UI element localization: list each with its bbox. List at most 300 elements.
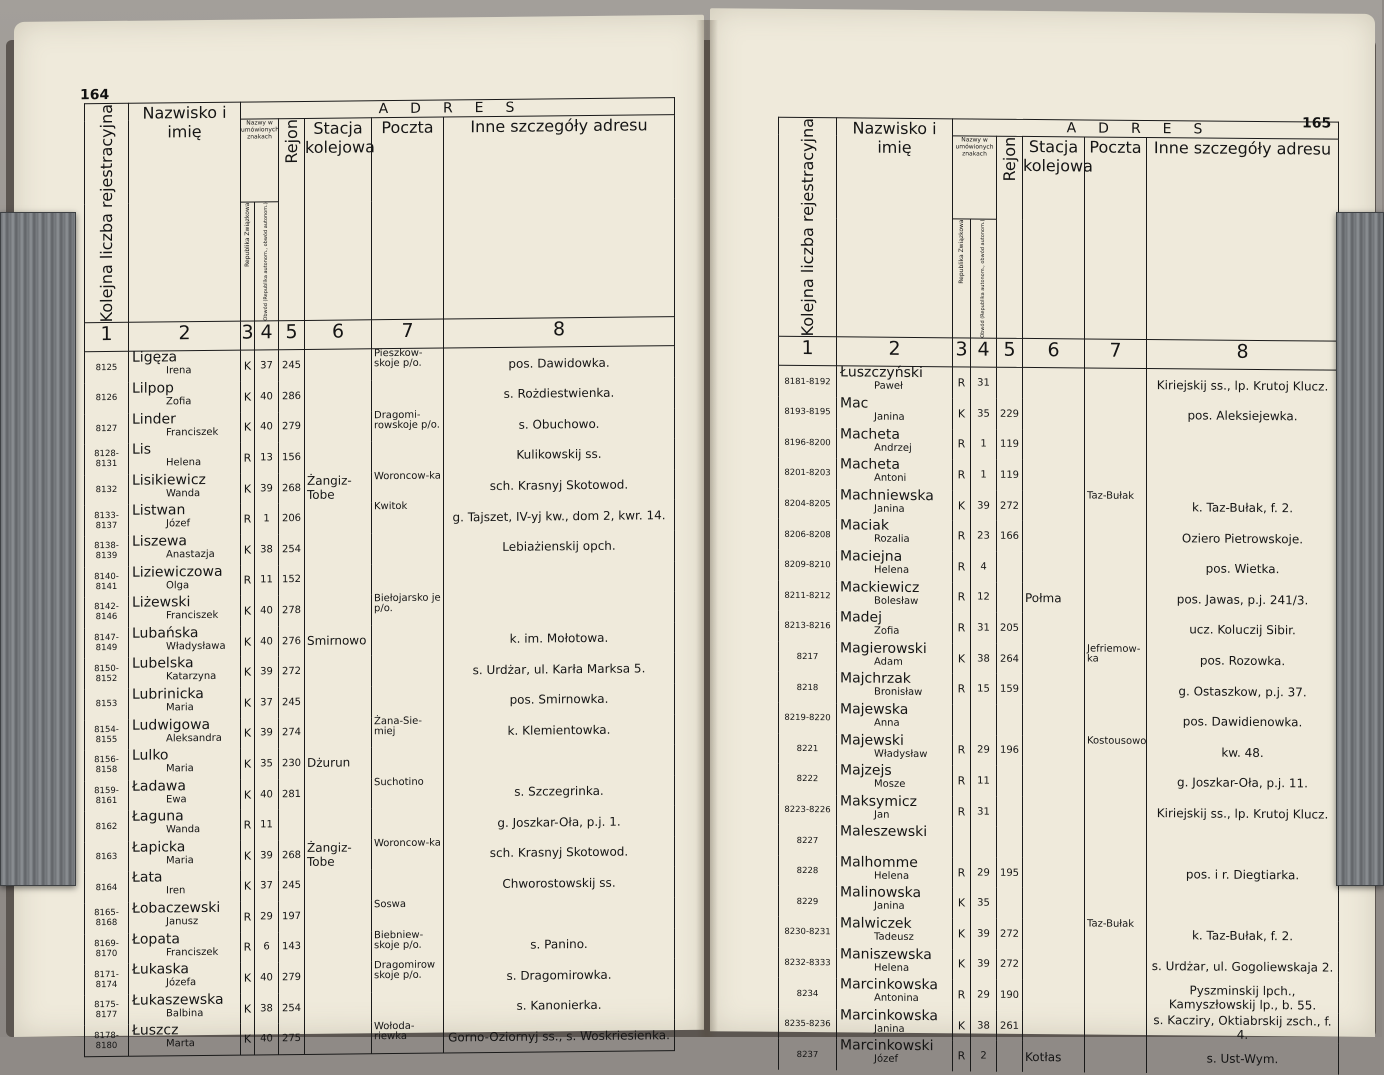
first-name: Iren [166,885,186,897]
header-nazwy: Nazwy w umówionych znakach [241,119,279,203]
first-name: Irena [166,365,192,377]
col-num-8: 8 [444,317,675,348]
surname: Malinowska [840,884,922,902]
station-cell [1023,491,1085,522]
oblast-cell: 39 [971,490,997,521]
post-cell [1085,675,1147,706]
oblast-cell: 31 [971,796,997,827]
republic-cell: R [953,521,971,552]
name-cell [837,856,953,888]
rejon-cell: 230 [279,748,305,779]
post-cell: Woroncow-ka [372,471,444,502]
republic-cell: K [241,993,255,1024]
station-cell [305,962,372,993]
address-details-cell: s. Rożdiestwienka. [444,377,675,410]
surname: Łata [132,869,163,887]
name-cell [837,670,953,705]
rejon-cell: 195 [997,858,1023,889]
post-cell [1085,1011,1147,1042]
name-cell [129,504,241,536]
oblast-cell: 40 [255,1024,279,1055]
post-cell: Żana-Sie-miej [372,716,444,747]
col-num-2: 2 [129,322,241,352]
reg-number-cell: 8132 [85,475,129,506]
station-cell: Połma [1023,582,1085,613]
reg-number-cell: 8222 [779,764,837,795]
surname: Marcinkowska [840,1007,938,1025]
oblast-cell: 31 [971,367,997,398]
address-details-cell: Gorno-Oziornyj ss., s. Woskriesienka. [444,1020,675,1054]
address-details-cell: Lebiażienskij opch. [444,530,675,563]
rejon-cell: 229 [997,399,1023,430]
republic-cell: R [241,565,255,596]
surname: Maciejna [840,548,903,565]
post-cell: Taz-Bułak [1085,920,1147,951]
post-cell: Taz-Bułak [1085,491,1147,522]
republic-cell: K [953,398,971,429]
address-details-cell [444,591,675,624]
reg-number-cell: 8201-8203 [779,458,837,489]
reg-number-cell: 8159-8161 [85,781,129,812]
surname: Maciak [840,517,889,535]
first-name: Józefa [166,977,197,989]
address-details-cell: Chworostowskij ss. [444,867,675,900]
reg-number-cell: 8164 [85,872,129,903]
station-cell: Kotłas [1023,1041,1085,1072]
oblast-cell: 12 [971,582,997,613]
republic-cell: R [953,367,971,398]
station-cell [1023,368,1085,400]
first-name: Wanda [166,487,201,500]
name-cell [129,1024,241,1056]
first-name: Władysław [874,748,928,760]
right-page-clip [1336,212,1384,886]
surname: Łapicka [132,839,186,856]
reg-number-cell: 8125 [85,352,129,384]
rejon-cell: 268 [279,840,305,871]
station-cell: Żangiz-Tobe [305,472,372,503]
first-name: Franciszek [166,610,219,622]
post-cell [1085,797,1147,828]
rejon-cell: 281 [279,779,305,810]
surname: Łopata [132,930,180,948]
reg-number-cell: 8165-8168 [85,903,129,934]
address-details-cell: pos. Dawidowka. [444,346,675,380]
republic-cell: K [953,643,971,674]
post-cell [372,563,444,594]
first-name: Bronisław [874,686,923,699]
post-cell [1085,614,1147,645]
rejon-cell: 286 [279,381,305,412]
oblast-cell: 39 [255,473,279,504]
name-cell [837,703,953,735]
reg-number-cell: 8163 [85,842,129,873]
rejon-cell: 254 [279,993,305,1024]
header-obwod: Obwód (Republika autonom., obwód autonom.) [971,219,997,338]
post-cell [1085,461,1147,492]
name-cell [129,565,241,597]
rejon-cell: 274 [279,717,305,748]
oblast-cell: 11 [971,766,997,797]
name-cell [837,642,953,674]
first-name: Balbina [166,1007,204,1020]
rejon-cell: 275 [279,1023,305,1054]
republic-cell: R [241,504,255,535]
left-page-number: 164 [80,87,110,104]
station-cell [305,686,372,717]
surname: Ładawa [132,777,186,795]
rejon-cell: 197 [279,901,305,932]
oblast-cell: 38 [255,534,279,565]
station-cell [305,778,372,809]
post-cell: Suchotino [372,777,444,808]
name-cell [129,841,241,873]
address-details-cell: s. Urdżar, ul. Karła Marksa 5. [444,652,675,685]
station-cell [305,380,372,411]
republic-cell: R [241,443,255,474]
name-cell [129,596,241,628]
reg-number-cell: 8169-8170 [85,933,129,964]
col-num-4: 4 [255,321,279,350]
republic-cell: K [241,779,255,810]
address-details-cell [1147,461,1339,493]
address-details-cell [444,897,675,930]
first-name: Katarzyna [166,671,217,683]
rejon-cell: 196 [997,735,1023,766]
col-num-8: 8 [1147,340,1339,371]
post-cell [372,991,444,1022]
reg-number-cell: 8196-8200 [779,427,837,458]
surname: Liziewiczowa [132,563,223,581]
address-details-cell: k. Taz-Bułak, f. 2. [1147,492,1339,524]
oblast-cell: 37 [255,687,279,718]
rejon-cell: 272 [279,656,305,687]
name-cell [837,366,953,398]
address-details-cell: Kulikowskij ss. [444,438,675,471]
station-cell [1023,552,1085,583]
republic-cell: R [241,932,255,963]
name-cell [129,626,241,658]
address-details-cell: sch. Krasnyj Skotowod. [444,469,675,502]
oblast-cell: 1 [255,504,279,535]
surname: Malhomme [840,854,918,871]
first-name: Bolesław [874,595,919,607]
post-cell: Wołoda-riewka [372,1022,444,1054]
col-num-2: 2 [837,337,953,367]
surname: Łuszczyński [840,364,923,382]
first-name: Paweł [874,381,903,393]
rejon-cell [997,796,1023,827]
reg-number-cell: 8138-8139 [85,536,129,567]
reg-number-cell: 8154-8155 [85,719,129,750]
post-cell [372,379,444,410]
first-name: Maria [166,855,194,867]
reg-number-cell: 8221 [779,733,837,764]
header-inne: Inne szczegóły adresu [1147,138,1339,342]
oblast-cell: 39 [255,657,279,688]
reg-number-cell: 8142-8146 [85,597,129,628]
name-cell [837,731,953,766]
first-name: Jan [874,809,890,821]
address-details-cell: g. Joszkar-Oła, p.j. 1. [444,805,675,838]
reg-number-cell: 8140-8141 [85,566,129,597]
republic-cell: R [953,551,971,582]
name-cell [837,884,953,919]
header-name: Nazwisko i imię [129,102,241,323]
oblast-cell: 39 [255,718,279,749]
station-cell [305,503,372,534]
left-page [14,15,704,1051]
first-name: Józef [874,1054,898,1066]
rejon-cell: 245 [279,870,305,901]
surname: Łukaszewska [132,991,224,1009]
oblast-cell: 40 [255,381,279,412]
post-cell [1085,399,1147,430]
name-cell [837,489,953,521]
surname: Łobaczewski [132,899,221,917]
name-cell [837,917,953,949]
rejon-cell: 272 [997,919,1023,950]
reg-number-cell: 8147-8149 [85,628,129,659]
address-details-cell: pos. Dawidienowka. [1147,706,1339,738]
reg-number-cell: 8193-8195 [779,397,837,428]
station-cell [1023,919,1085,950]
republic-cell: K [241,381,255,412]
rejon-cell: 261 [997,1011,1023,1042]
surname: Lulko [132,747,169,764]
surname: Lilpop [132,380,174,397]
reg-number-cell: 8206-8208 [779,519,837,550]
post-cell [1085,430,1147,461]
oblast-cell: 29 [971,857,997,888]
rejon-cell: 143 [279,932,305,963]
republic-cell: K [241,1024,255,1055]
surname: Mac [840,395,869,412]
republic-cell: K [953,949,971,980]
oblast-cell [971,827,997,858]
name-cell [129,382,241,414]
oblast-cell: 39 [971,919,997,950]
station-cell [305,1023,372,1055]
address-details-cell: Oziero Pietrowskoje. [1147,522,1339,554]
station-cell [305,594,372,625]
republic-cell: K [241,718,255,749]
post-cell [372,869,444,900]
header-obwod: Obwód (Republika autonom., obwód autonom.) [255,202,279,321]
surname: Marcinkowski [840,1037,934,1055]
reg-number-cell: 8211-8212 [779,580,837,611]
republic-cell: K [241,687,255,718]
name-cell [129,779,241,811]
col-num-1: 1 [779,337,837,367]
surname: Magierowski [840,640,927,657]
col-num-5: 5 [997,339,1023,368]
first-name: Tadeusz [874,931,914,944]
reg-number-cell: 8181-8192 [779,366,837,398]
address-details-cell: kw. 48. [1147,737,1339,769]
name-cell [129,685,241,720]
republic-cell: R [953,1041,971,1072]
rejon-cell: 205 [997,613,1023,644]
reg-number-cell: 8153 [85,689,129,720]
address-details-cell: pos. Rozowka. [1147,645,1339,677]
address-details-cell: s. Urdżar, ul. Gogoliewskaja 2. [1147,951,1339,983]
address-details-cell [444,561,675,594]
surname: Liszewa [132,533,187,550]
table-row [85,1020,675,1057]
republic-cell: K [241,871,255,902]
station-cell [1023,766,1085,797]
post-cell: Biełojarsko je p/o. [372,594,444,625]
post-cell: Kostousowo [1085,736,1147,767]
first-name: Franciszek [166,426,219,438]
station-cell [305,656,372,687]
station-cell: Żangiz-Tobe [305,839,372,870]
right-page [710,8,1375,1066]
first-name: Janusz [166,916,199,928]
post-cell [1085,583,1147,614]
reg-number-cell: 8232-8333 [779,947,837,978]
station-cell [1023,950,1085,981]
header-nazwy: Nazwy w umówionych znakach [953,136,997,220]
reg-number-cell: 8228 [779,856,837,887]
oblast-cell: 40 [255,962,279,993]
republic-cell: K [953,888,971,919]
first-name: Janina [874,411,905,423]
rejon-cell [997,552,1023,583]
reg-number-cell: 8235-8236 [779,1009,837,1040]
address-details-cell: s. Kacziry, Oktiabrskij zsch., f. 4. [1147,1012,1339,1044]
first-name: Franciszek [166,946,219,959]
oblast-cell: 37 [255,350,279,381]
rejon-cell: 264 [997,643,1023,674]
republic-cell: K [953,490,971,521]
post-cell [1085,522,1147,553]
header-reg-number: Kolejna liczba rejestracyjna [85,103,129,323]
first-name: Ewa [166,793,187,806]
rejon-cell: 156 [279,442,305,473]
republic-cell: R [953,980,971,1011]
post-cell [1085,889,1147,920]
republic-cell: R [953,674,971,705]
surname: Linder [132,410,176,428]
surname: Maksymicz [840,793,917,810]
oblast-cell: 4 [971,551,997,582]
rejon-cell [997,766,1023,797]
address-details-cell: Kiriejskij ss., lp. Krutoj Klucz. [1147,798,1339,830]
station-cell [305,717,372,748]
name-cell [129,657,241,689]
first-name: Zofia [166,396,192,408]
station-cell [305,564,372,595]
col-num-6: 6 [1023,339,1085,369]
republic-cell [953,704,971,735]
address-details-cell: s. Szczegrinka. [444,775,675,808]
republic-cell: K [241,626,255,657]
surname: Łukaska [132,961,189,979]
oblast-cell: 11 [255,565,279,596]
header-poczta: Poczta [372,117,444,320]
station-cell [305,992,372,1023]
station-cell [1023,674,1085,705]
first-name: Andrzej [874,442,912,454]
republic-cell: R [953,582,971,613]
oblast-cell: 1 [971,460,997,491]
oblast-cell: 38 [971,1010,997,1041]
name-cell [837,611,953,643]
station-cell [1023,613,1085,644]
first-name: Mosze [874,778,906,791]
book-gutter [696,20,718,1037]
republic-cell: K [241,534,255,565]
station-cell [305,931,372,962]
first-name: Helena [874,962,910,974]
col-num-3: 3 [241,321,255,350]
first-name: Janina [874,901,905,913]
reg-number-cell: 8126 [85,383,129,414]
surname: Macheta [840,425,900,443]
header-adres: ADRES [241,98,675,120]
oblast-cell: 40 [255,595,279,626]
rejon-cell: 206 [279,503,305,534]
rejon-cell: 166 [997,521,1023,552]
name-cell [129,412,241,444]
header-reg-number: Kolejna liczba rejestracyjna [779,117,837,337]
station-cell [1023,521,1085,552]
post-cell [1085,950,1147,981]
oblast-cell: 13 [255,442,279,473]
first-name: Janina [874,503,905,515]
rejon-cell: 272 [997,490,1023,521]
station-cell [305,870,372,901]
rejon-cell: 190 [997,980,1023,1011]
oblast-cell: 1 [971,429,997,460]
republic-cell: K [953,1010,971,1041]
station-cell [1023,888,1085,919]
post-cell: Woroncow-ka [372,838,444,869]
station-cell [305,349,372,381]
surname: Ligęza [132,349,178,367]
oblast-cell: 38 [971,643,997,674]
header-rejon: Rejon [279,118,305,321]
surname: Ludwigowa [132,716,211,734]
left-register-table [84,97,675,1057]
oblast-cell: 40 [255,626,279,657]
station-cell [1023,430,1085,461]
post-cell [372,624,444,655]
oblast-cell: 35 [255,748,279,779]
address-details-cell [444,744,675,777]
surname: Macheta [840,456,900,474]
oblast-cell: 37 [255,871,279,902]
address-details-cell: s. Ust-Wym. [1147,1042,1339,1074]
reg-number-cell: 8178-8180 [85,1025,129,1057]
republic-cell: K [241,749,255,780]
surname: Majchrzak [840,670,911,688]
address-details-cell: Kiriejskij ss., lp. Krutoj Klucz. [1147,369,1339,402]
col-num-4: 4 [971,338,997,367]
oblast-cell: 35 [971,398,997,429]
station-cell [1023,735,1085,766]
name-cell [837,458,953,490]
name-cell [129,718,241,750]
surname: Madej [840,609,883,626]
post-cell [372,532,444,563]
right-page-number: 165 [1302,115,1332,132]
name-cell [129,473,241,505]
oblast-cell: 29 [971,980,997,1011]
post-cell: Jefriemow-ka [1085,644,1147,675]
